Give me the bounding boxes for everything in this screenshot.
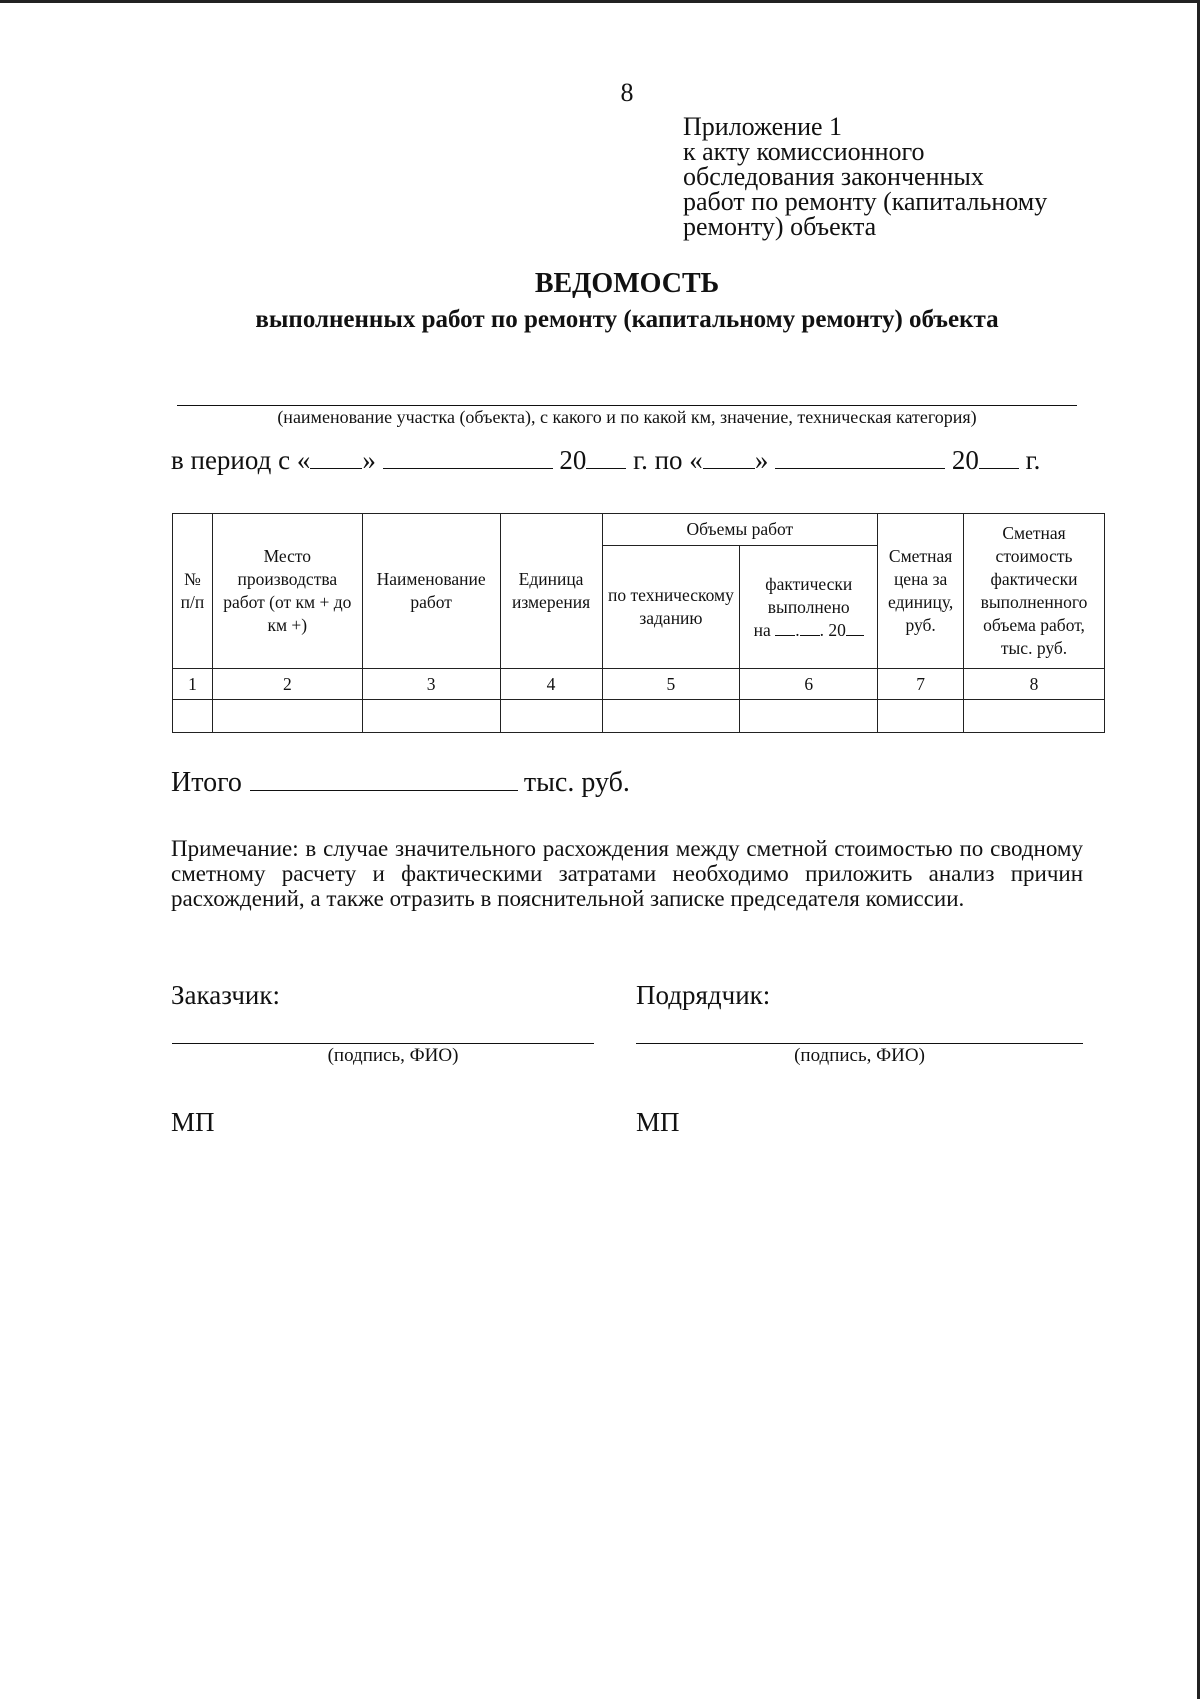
header-actual-year: 20 bbox=[828, 619, 846, 640]
table-cell[interactable] bbox=[173, 700, 213, 733]
period-start-year-prefix: 20 bbox=[559, 445, 587, 475]
column-number: 6 bbox=[740, 669, 878, 700]
header-place: Место производства работ (от км + до км +) bbox=[212, 514, 362, 669]
header-by-task: по техническому заданию bbox=[602, 546, 740, 669]
period-prefix: в период с « bbox=[171, 445, 311, 475]
column-number: 5 bbox=[602, 669, 740, 700]
header-actual-text: фактически выполнено bbox=[765, 573, 853, 617]
table-cell[interactable] bbox=[878, 700, 964, 733]
total-amount-field[interactable] bbox=[250, 766, 518, 791]
contractor-label: Подрядчик: bbox=[636, 980, 771, 1010]
customer-signature-field[interactable] bbox=[172, 1043, 594, 1044]
total-unit: тыс. руб. bbox=[523, 767, 630, 798]
period-start-month-field[interactable] bbox=[383, 446, 553, 469]
header-cost: Сметная стоимость фактически выполненного объема работ, тыс. руб. bbox=[964, 514, 1105, 669]
header-unit-price: Сметная цена за единицу, руб. bbox=[878, 514, 964, 669]
period-end-year-field[interactable] bbox=[979, 446, 1019, 469]
page-number: 8 bbox=[620, 78, 634, 107]
column-number: 8 bbox=[964, 669, 1105, 700]
period-g-end: г. bbox=[1025, 445, 1041, 475]
header-actual bbox=[740, 546, 878, 669]
period-g-po: г. по « bbox=[633, 445, 703, 475]
column-number: 2 bbox=[212, 669, 362, 700]
appendix-block bbox=[683, 114, 1047, 239]
period-close-quote: » bbox=[362, 445, 376, 475]
column-number: 7 bbox=[878, 669, 964, 700]
period-close-quote-2: » bbox=[754, 445, 769, 475]
document-title: ВЕДОМОСТЬ bbox=[534, 268, 720, 299]
customer-signature-caption: (подпись, ФИО) bbox=[327, 1045, 459, 1066]
page-border-top bbox=[0, 0, 1200, 3]
header-actual-na: на bbox=[753, 619, 771, 640]
actual-month-blank[interactable] bbox=[800, 620, 820, 636]
period-end-year-prefix: 20 bbox=[951, 445, 979, 475]
table-cell[interactable] bbox=[602, 700, 740, 733]
works-table bbox=[172, 513, 1105, 733]
appendix-line: ремонту) объекта bbox=[683, 212, 877, 241]
object-name-caption: (наименование участка (объекта), с какого и по какой км, значение, техническая категория) bbox=[277, 407, 977, 427]
note-paragraph: Примечание: в случае значительного расхождения между сметной стоимостью по сводному сметному расчету и фактическими затратами необходимо приложить анализ причин расхождений, а также отразить в пояснительной записке председателя комиссии. bbox=[171, 836, 1083, 911]
header-unit: Единица измерения bbox=[500, 514, 602, 669]
customer-label: Заказчик: bbox=[171, 980, 280, 1010]
contractor-stamp-label: МП bbox=[636, 1107, 680, 1137]
actual-year-blank[interactable] bbox=[846, 620, 864, 636]
period-end-month-field[interactable] bbox=[775, 446, 945, 469]
appendix-line: обследования законченных bbox=[683, 162, 984, 191]
object-name-field[interactable] bbox=[177, 405, 1077, 406]
table-cell[interactable] bbox=[362, 700, 500, 733]
period-start-day-field[interactable] bbox=[310, 446, 362, 469]
contractor-signature-field[interactable] bbox=[636, 1043, 1083, 1044]
customer-stamp-label: МП bbox=[171, 1107, 215, 1137]
actual-day-blank[interactable] bbox=[775, 620, 795, 636]
total-line bbox=[171, 766, 630, 799]
contractor-signature-caption: (подпись, ФИО) bbox=[794, 1045, 925, 1066]
appendix-line: к акту комиссионного bbox=[683, 137, 925, 166]
header-actual-date: на . . 20 bbox=[743, 619, 874, 642]
period-line bbox=[171, 445, 1040, 476]
table-cell[interactable] bbox=[740, 700, 878, 733]
column-number: 1 bbox=[173, 669, 213, 700]
table-cell[interactable] bbox=[964, 700, 1105, 733]
period-end-day-field[interactable] bbox=[703, 446, 755, 469]
header-name: Наименование работ bbox=[362, 514, 500, 669]
column-number: 4 bbox=[500, 669, 602, 700]
header-volumes: Объемы работ bbox=[602, 514, 878, 546]
document-subtitle: выполненных работ по ремонту (капитальному ремонту) объекта bbox=[255, 306, 999, 333]
column-number: 3 bbox=[362, 669, 500, 700]
header-num: № п/п bbox=[173, 514, 213, 669]
table-cell[interactable] bbox=[212, 700, 362, 733]
appendix-line: Приложение 1 bbox=[683, 112, 843, 141]
period-start-year-field[interactable] bbox=[586, 446, 626, 469]
total-label: Итого bbox=[171, 767, 242, 798]
appendix-line: работ по ремонту (капитальному bbox=[683, 187, 1048, 216]
table-cell[interactable] bbox=[500, 700, 602, 733]
